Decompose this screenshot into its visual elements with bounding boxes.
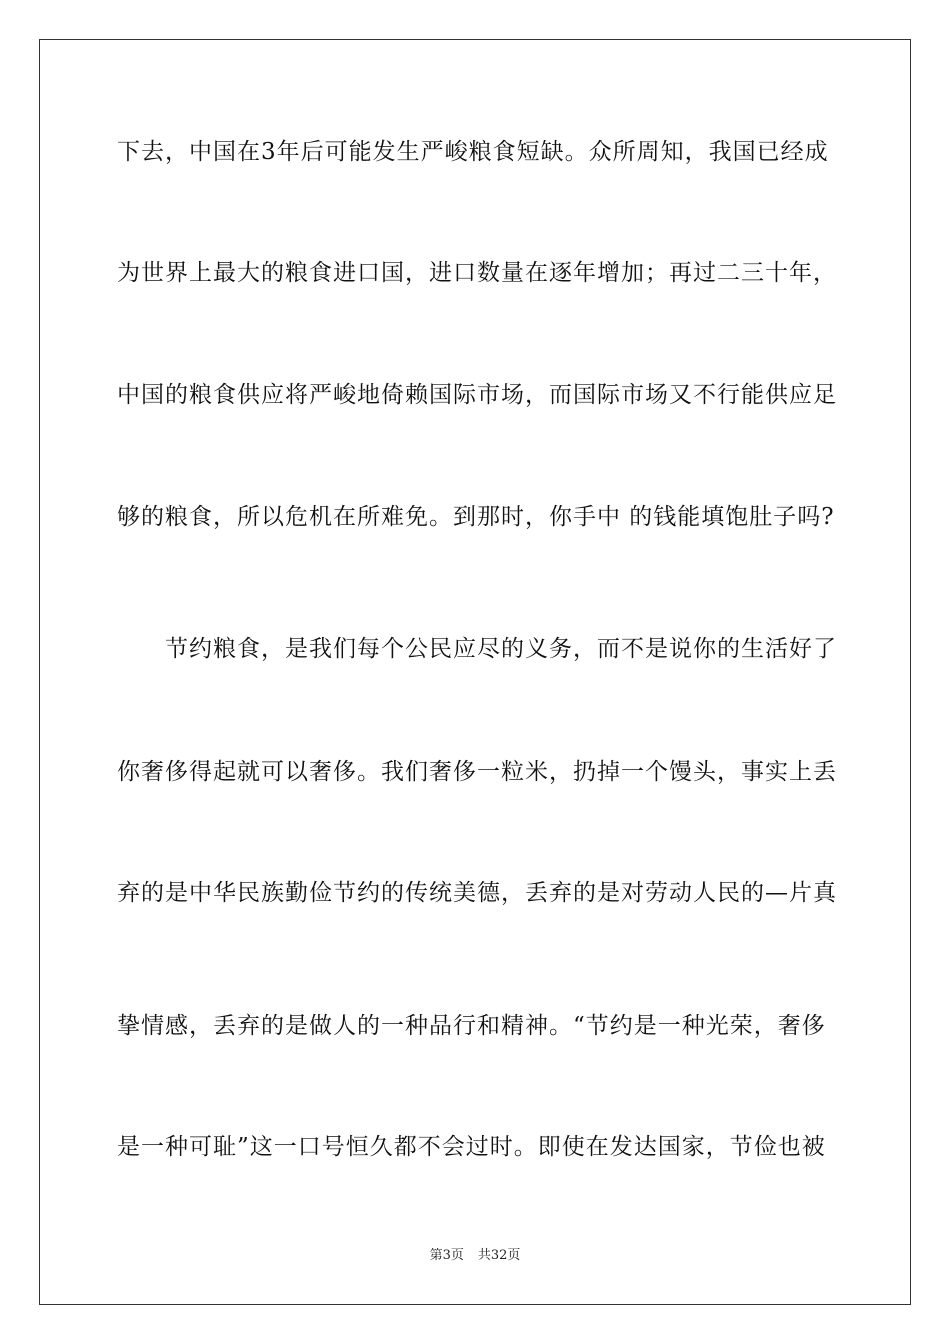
body-text-line: 够的粮食，所以危机在所难免。到那时，你手中 的钱能填饱肚子吗? xyxy=(117,504,835,530)
body-text-line: 为世界上最大的粮食进口国，进口数量在逐年增加；再过二三十年， xyxy=(117,260,837,286)
body-text-line: 是一种可耻”这一口号恒久都不会过时。即使在发达国家，节俭也被 xyxy=(117,1134,826,1160)
body-text-line: 节约粮食，是我们每个公民应尽的义务，而不是说你的生活好了 xyxy=(117,636,837,662)
page-footer xyxy=(0,1247,950,1265)
page-number: 第3页 xyxy=(429,1248,464,1263)
body-text-line: 下去，中国在3年后可能发生严峻粮食短缺。众所周知，我国已经成 xyxy=(117,139,829,165)
body-text-line: 你奢侈得起就可以奢侈。我们奢侈一粒米，扔掉一个馒头，事实上丢 xyxy=(117,759,837,785)
total-pages: 共32页 xyxy=(477,1248,521,1263)
body-text-line: 中国的粮食供应将严峻地倚赖国际市场，而国际市场又不行能供应足 xyxy=(117,382,837,408)
body-text-line: 挚情感，丢弃的是做人的一种品行和精神。“节约是一种光荣，奢侈 xyxy=(117,1013,826,1039)
body-text-line: 弃的是中华民族勤俭节约的传统美德，丢弃的是对劳动人民的—片真 xyxy=(117,880,837,906)
page-border xyxy=(39,39,911,1305)
